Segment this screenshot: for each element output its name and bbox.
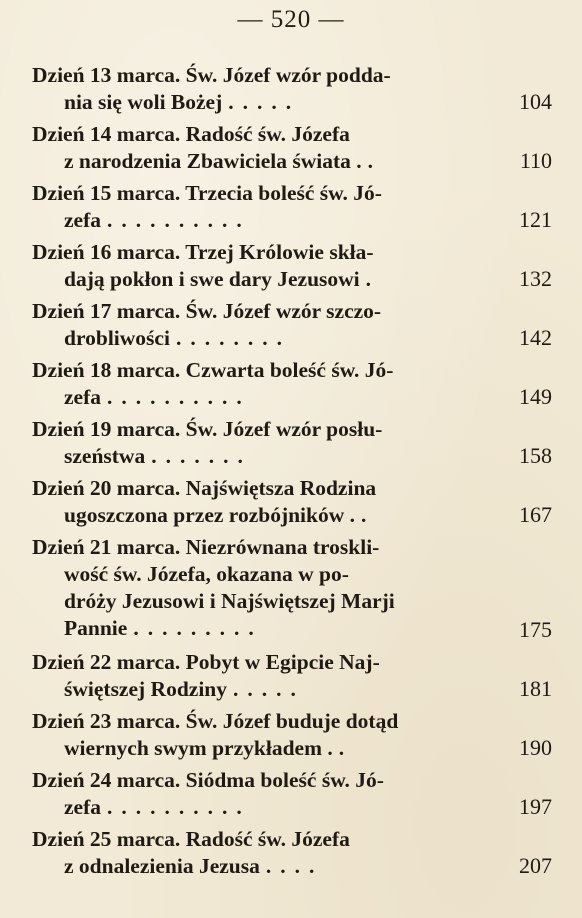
- toc-entry: [32, 239, 552, 298]
- leader-dots: ..........: [107, 208, 251, 232]
- toc-entry: [32, 826, 552, 885]
- entry-page-number: 121: [519, 207, 552, 232]
- entry-title-line: Dzień 22 marca. Pobyt w Egipcie Naj-: [32, 650, 380, 674]
- toc-entry: [32, 357, 552, 416]
- entry-title-line: szeństwa .......: [64, 444, 252, 468]
- entry-title-line: z odnalezienia Jezusa ....: [64, 854, 324, 878]
- entry-title-line: zefa ..........: [64, 385, 251, 409]
- toc-entry: [32, 121, 552, 180]
- leader-dots: ........: [175, 326, 291, 350]
- entry-title-line: Dzień 25 marca. Radość św. Józefa: [32, 827, 350, 851]
- leader-dots: .........: [133, 616, 263, 640]
- entry-title-line: wość św. Józefa, okazana w po-: [64, 562, 349, 586]
- entry-page-number: 158: [519, 443, 552, 468]
- entry-title-line: dają pokłon i swe dary Jezusowi .: [64, 267, 381, 291]
- entry-title-line: Dzień 16 marca. Trzej Królowie skła-: [32, 240, 374, 264]
- entry-title-line: Dzień 23 marca. Św. Józef buduje dotąd: [32, 709, 399, 733]
- entry-page-number: 142: [519, 325, 552, 350]
- entry-title-line: Dzień 24 marca. Siódma boleść św. Jó-: [32, 768, 384, 792]
- entry-page-number: 190: [519, 735, 552, 760]
- entry-page-number: 149: [519, 384, 552, 409]
- entry-title-line: Dzień 20 marca. Najświętsza Rodzina: [32, 476, 377, 500]
- toc-entry: [32, 416, 552, 475]
- toc-entry: [32, 298, 552, 357]
- entry-title-line: Dzień 13 marca. Św. Józef wzór podda-: [32, 63, 391, 87]
- toc-entry: [32, 62, 552, 121]
- toc-entry: [32, 708, 552, 767]
- entry-title-line: Dzień 19 marca. Św. Józef wzór posłu-: [32, 417, 383, 441]
- entry-title-line: drobliwości ........: [64, 326, 291, 350]
- entry-title-line: zefa ..........: [64, 208, 251, 232]
- entry-page-number: 104: [519, 89, 552, 114]
- entry-title-line: Dzień 14 marca. Radość św. Józefa: [32, 122, 350, 146]
- entry-title-line: wiernych swym przykładem . .: [64, 736, 354, 760]
- leader-dots: .: [365, 267, 381, 291]
- entry-page-number: 197: [519, 794, 552, 819]
- leader-dots: ..........: [107, 795, 251, 819]
- toc-entry: [32, 767, 552, 826]
- entry-page-number: 175: [519, 617, 552, 642]
- entry-page-number: 181: [519, 676, 552, 701]
- entry-title-line: z narodzenia Zbawiciela świata . .: [64, 149, 382, 173]
- leader-dots: ....: [265, 854, 324, 878]
- leader-dots: .: [361, 503, 376, 527]
- entry-title-line: Pannie .........: [64, 616, 263, 640]
- leader-dots: .....: [233, 677, 305, 701]
- entry-title-line: Dzień 17 marca. Św. Józef wzór szczo-: [32, 299, 382, 323]
- leader-dots: .: [367, 149, 382, 173]
- entry-page-number: 207: [519, 853, 552, 878]
- leader-dots: ..........: [107, 385, 251, 409]
- toc-entry: [32, 649, 552, 708]
- entry-title-line: zefa ..........: [64, 795, 251, 819]
- table-of-contents: [32, 62, 552, 885]
- entry-title-line: Dzień 21 marca. Niezrównana troskli-: [32, 535, 380, 559]
- entry-page-number: 132: [519, 266, 552, 291]
- entry-page-number: 167: [519, 502, 552, 527]
- entry-title-line: ugoszczona przez rozbójników . .: [64, 503, 376, 527]
- entry-title-line: Dzień 15 marca. Trzecia boleść św. Jó-: [32, 181, 382, 205]
- leader-dots: .....: [228, 90, 301, 114]
- page-number: — 520 —: [237, 6, 345, 33]
- entry-title-line: nia się woli Bożej .....: [64, 90, 301, 114]
- toc-entry: [32, 534, 552, 649]
- leader-dots: .......: [151, 444, 252, 468]
- entry-page-number: 110: [519, 148, 552, 173]
- entry-title-line: dróży Jezusowi i Najświętszej Marji: [64, 589, 395, 613]
- toc-entry: [32, 475, 552, 534]
- toc-entry: [32, 180, 552, 239]
- entry-title-line: Dzień 18 marca. Czwarta boleść św. Jó-: [32, 358, 394, 382]
- leader-dots: .: [338, 736, 354, 760]
- entry-title-line: świętszej Rodziny .....: [64, 677, 305, 701]
